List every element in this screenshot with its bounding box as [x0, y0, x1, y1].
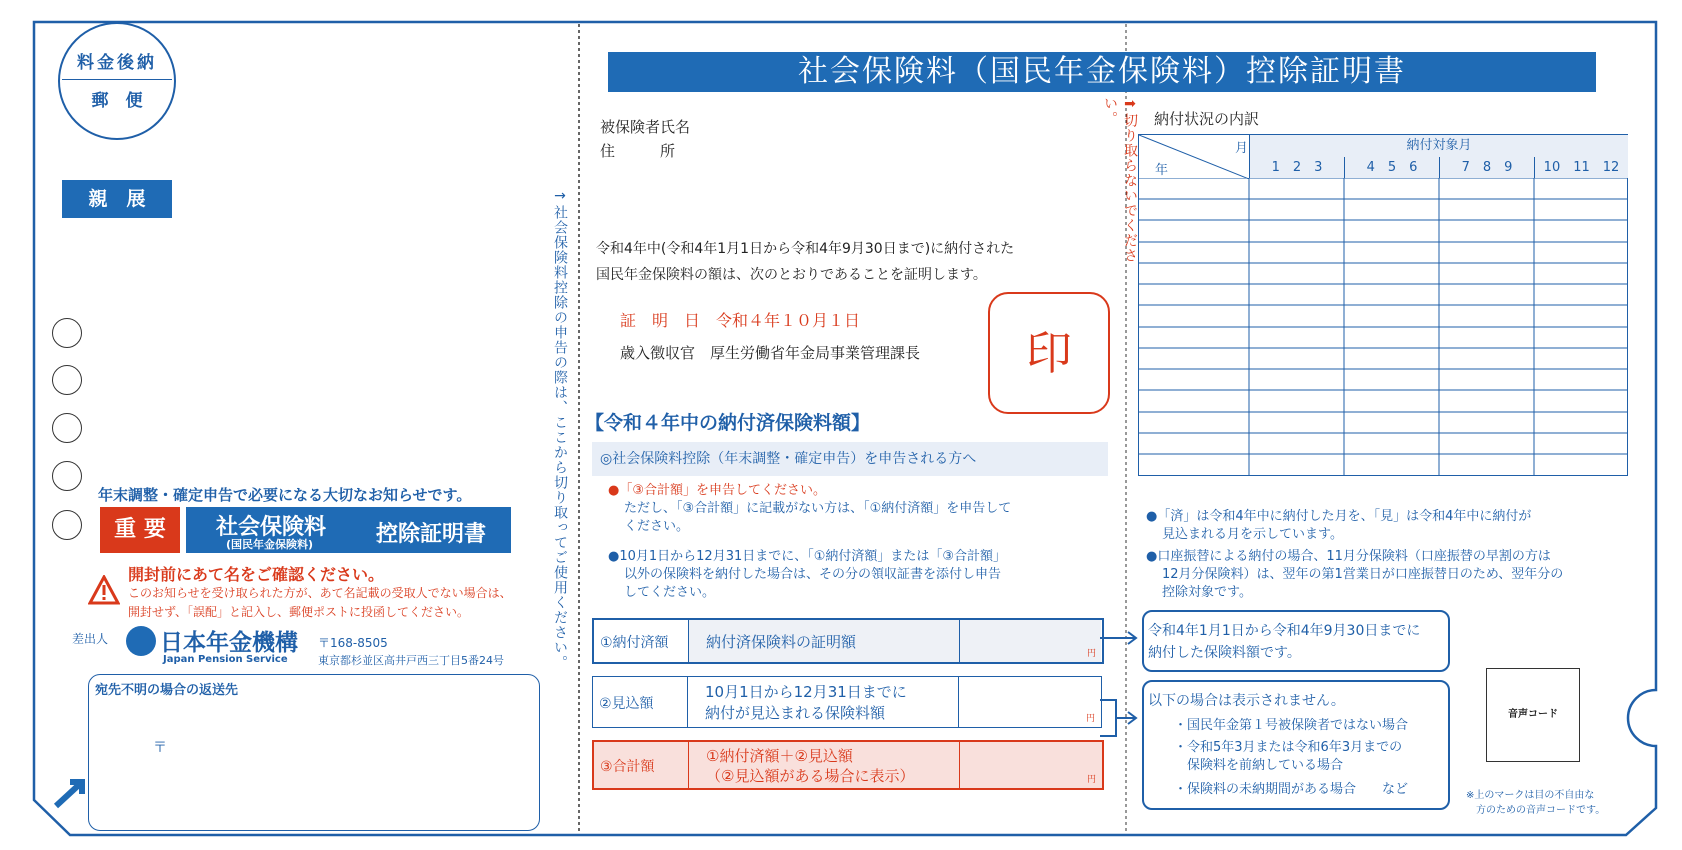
connector-arrows: [1096, 600, 1142, 750]
return-label: 宛先不明の場合の返送先: [95, 683, 239, 698]
row3-label: ③合計額: [600, 759, 655, 775]
check-circle: [52, 510, 82, 540]
org-postal: 〒168-8505: [318, 636, 388, 650]
band-subtitle: (国民年金保険料): [226, 538, 314, 551]
jps-logo-icon: [126, 626, 156, 656]
postage-stamp-circle: [58, 22, 176, 140]
callout2-line2: ・令和5年3月または令和6年3月までの: [1174, 740, 1403, 755]
warning-line1: このお知らせを受け取られた方が、あて名記載の受取人でない場合は、: [128, 586, 512, 600]
paid-amount-header: 【令和４年中の納付済保険料額】: [585, 412, 871, 434]
voice-code-box: 音声コード: [1486, 668, 1580, 762]
voice-note-line1: ※上のマークは目の不自由な: [1466, 790, 1595, 801]
row2-unit: 円: [1085, 714, 1095, 724]
callout2-line1: ・国民年金第１号被保険者ではない場合: [1174, 718, 1409, 733]
check-circle: [52, 318, 82, 348]
certification-date: 証 明 日 令和４年１０月１日: [620, 311, 861, 330]
official-seal: 印: [988, 292, 1110, 414]
deduction-note: ◎社会保険料控除（年末調整・確定申告）を申告される方へ: [592, 442, 1108, 476]
return-postal: 〒: [153, 740, 167, 756]
row2-label: ②見込額: [599, 696, 654, 712]
bullet1-line1: ●「③合計額」を申告してください。: [608, 483, 826, 498]
grid-note1-line1: ●「済」は令和4年中に納付した月を、「見」は令和4年中に納付が: [1146, 509, 1532, 524]
grid-note2-line3: 控除対象です。: [1162, 585, 1252, 600]
bullet1-line3: ください。: [624, 519, 690, 534]
address-label: 住 所: [600, 142, 676, 160]
grid-note2-line1: ●口座振替による納付の場合、11月分保険料（口座振替の早割の方は: [1146, 549, 1551, 564]
grid-body-lines: [1139, 178, 1627, 475]
amount-row-paid: [592, 618, 1104, 664]
callout-paid: [1142, 610, 1450, 672]
bullet2-line1: ●10月1日から12月31日までに、「①納付済額」または「③合計額」: [608, 549, 1007, 564]
band-title: 社会保険料: [216, 515, 327, 540]
postage-line1: 料金後納: [77, 53, 157, 73]
warning-icon: [88, 575, 120, 605]
amount-row-total: [592, 740, 1104, 790]
issuing-official: 歳入徴収官 厚生労働省年金局事業管理課長: [620, 344, 921, 362]
grid-target-month: 納付対象月: [1249, 135, 1628, 158]
row1-unit: 円: [1086, 649, 1096, 659]
callout-paid-line1: 令和4年1月1日から令和4年9月30日までに: [1148, 623, 1421, 639]
row2-desc2: 納付が見込まれる保険料額: [705, 704, 886, 722]
row3-unit: 円: [1086, 775, 1096, 785]
org-english: Japan Pension Service: [163, 654, 288, 665]
callout2-title: 以下の場合は表示されません。: [1148, 693, 1345, 709]
warning-line2: 開封せず、「誤配」と記入し、郵便ポストに投函してください。: [128, 605, 470, 619]
certify-line2: 国民年金保険料の額は、次のとおりであることを証明します。: [596, 267, 987, 283]
org-name: 日本年金機構: [160, 630, 298, 656]
insured-name-label: 被保険者氏名: [600, 118, 691, 136]
title-band: [186, 507, 511, 553]
callout2-line4: ・保険料の未納期間がある場合 など: [1174, 782, 1409, 797]
org-address: 東京都杉並区高井戸西三丁目5番24号: [318, 654, 504, 667]
grid-quarter-3: 7 8 9: [1439, 157, 1534, 178]
warning-title: 開封前にあて名をご確認ください。: [128, 565, 385, 584]
cut-guide-right: ➡切り取らないでください。: [1102, 96, 1138, 263]
bullet2-line2: 以外の保険料を納付した場合は、その分の領収証書を添付し申告: [624, 567, 1002, 582]
bullet1-line2: ただし、「③合計額」に記載がない方は、「①納付済額」を申告して: [624, 501, 1012, 516]
grid-quarter-2: 4 5 6: [1344, 157, 1439, 178]
amount-row-expected: [592, 676, 1102, 728]
important-badge: 重 要: [100, 507, 180, 553]
row2-desc1: 10月1日から12月31日までに: [705, 683, 907, 701]
callout-paid-line2: 納付した保険料額です。: [1148, 645, 1301, 661]
row1-desc: 納付済保険料の証明額: [706, 633, 857, 651]
payment-grid: [1138, 134, 1628, 476]
postage-line2: 郵 便: [91, 91, 143, 111]
document-title: 社会保険料（国民年金保険料）控除証明書: [608, 52, 1596, 92]
check-circle: [52, 461, 82, 491]
grid-note2-line2: 12月分保険料）は、翌年の第1営業日が口座振替日のため、翌年分の: [1162, 567, 1564, 582]
band-right: 控除証明書: [376, 522, 487, 547]
voice-note-line2: 方のための音声コードです。: [1476, 805, 1606, 816]
callout2-line3: 保険料を前納している場合: [1174, 758, 1344, 773]
payment-breakdown-title: 納付状況の内訳: [1154, 110, 1260, 128]
row1-label: ①納付済額: [600, 635, 669, 651]
grid-quarter-1: 1 2 3: [1249, 157, 1344, 178]
callout-not-shown: [1142, 680, 1450, 810]
row3-desc2: （②見込額がある場合に表示）: [706, 767, 915, 785]
check-circle: [52, 413, 82, 443]
sender-label: 差出人: [72, 632, 109, 646]
return-address-box: [88, 674, 540, 831]
grid-month-label: 月: [1235, 141, 1249, 156]
confidential-label: 親 展: [62, 180, 172, 218]
certify-line1: 令和4年中(令和4年1月1日から令和4年9月30日まで)に納付された: [596, 241, 1015, 257]
cut-guide-left: →社会保険料控除の申告の際は、ここから切り取ってご使用ください。: [552, 188, 568, 670]
bullet2-line3: してください。: [624, 585, 716, 600]
grid-year-label: 年: [1155, 163, 1169, 178]
grid-note1-line2: 見込まれる月を示しています。: [1162, 527, 1343, 542]
grid-quarter-4: 10 11 12: [1534, 157, 1628, 178]
row3-desc1: ①納付済額＋②見込額: [706, 747, 853, 765]
check-circle: [52, 365, 82, 395]
important-notice: 年末調整・確定申告で必要になる大切なお知らせです。: [98, 486, 472, 504]
